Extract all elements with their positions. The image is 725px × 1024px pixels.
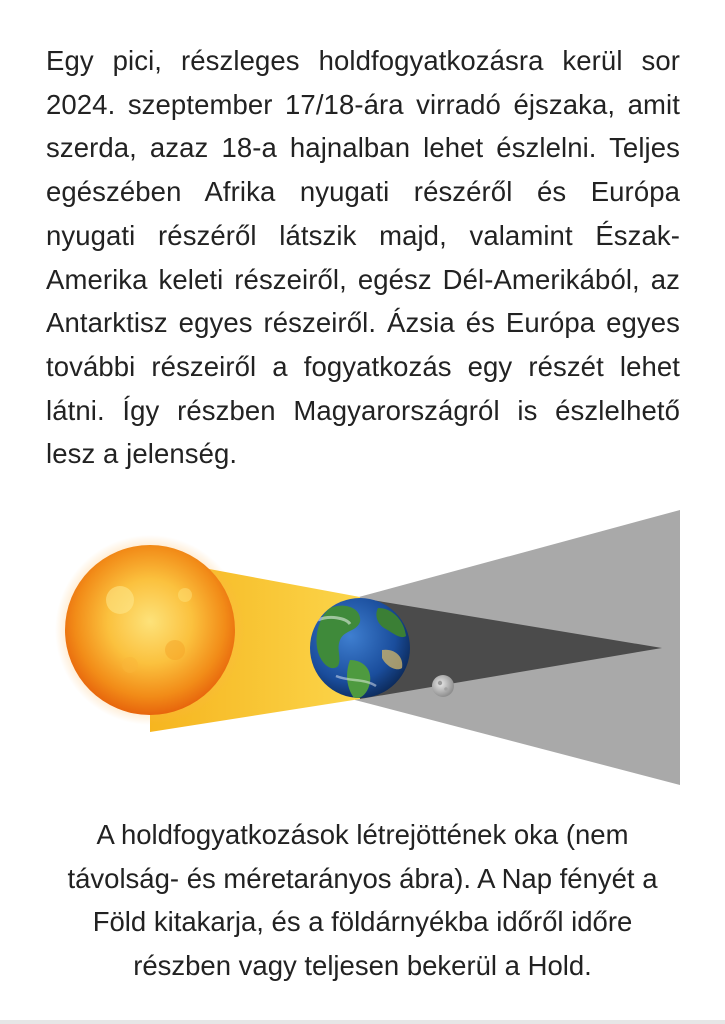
earth-icon: [310, 598, 410, 698]
eclipse-illustration: [0, 500, 725, 800]
lunar-eclipse-diagram: [0, 500, 725, 800]
divider: [0, 1020, 725, 1024]
sun-icon: [55, 535, 245, 725]
article-text: [46, 39, 680, 476]
article-paragraph: Egy pici, részleges holdfogyatkozásra kerül sor 2024. szeptember 17/18-ára virradó éjszaka, amit szerda, azaz 18-a hajnalban lehet észlelni. Teljes egészében Afrika nyugati részéről és Európa nyugati részéről látszik majd, valamint Észak-Amerika keleti részeiről, egész Dél-Amerikából, az Antarktisz egyes részeiről. Ázsia és Európa egyes további részeiről a fogyatkozás egy részét lehet látni. Így részben Magyarországról is észlelhető lesz a jelenség.: [46, 45, 680, 470]
moon-icon: [432, 675, 454, 697]
figure-caption: A holdfogyatkozások létrejöttének oka (nem távolság- és méretarányos ábra). A Nap fényét a Föld kitakarja, és a földárnyékba időről időre részben vagy teljesen bekerül a Hold.: [67, 819, 658, 982]
